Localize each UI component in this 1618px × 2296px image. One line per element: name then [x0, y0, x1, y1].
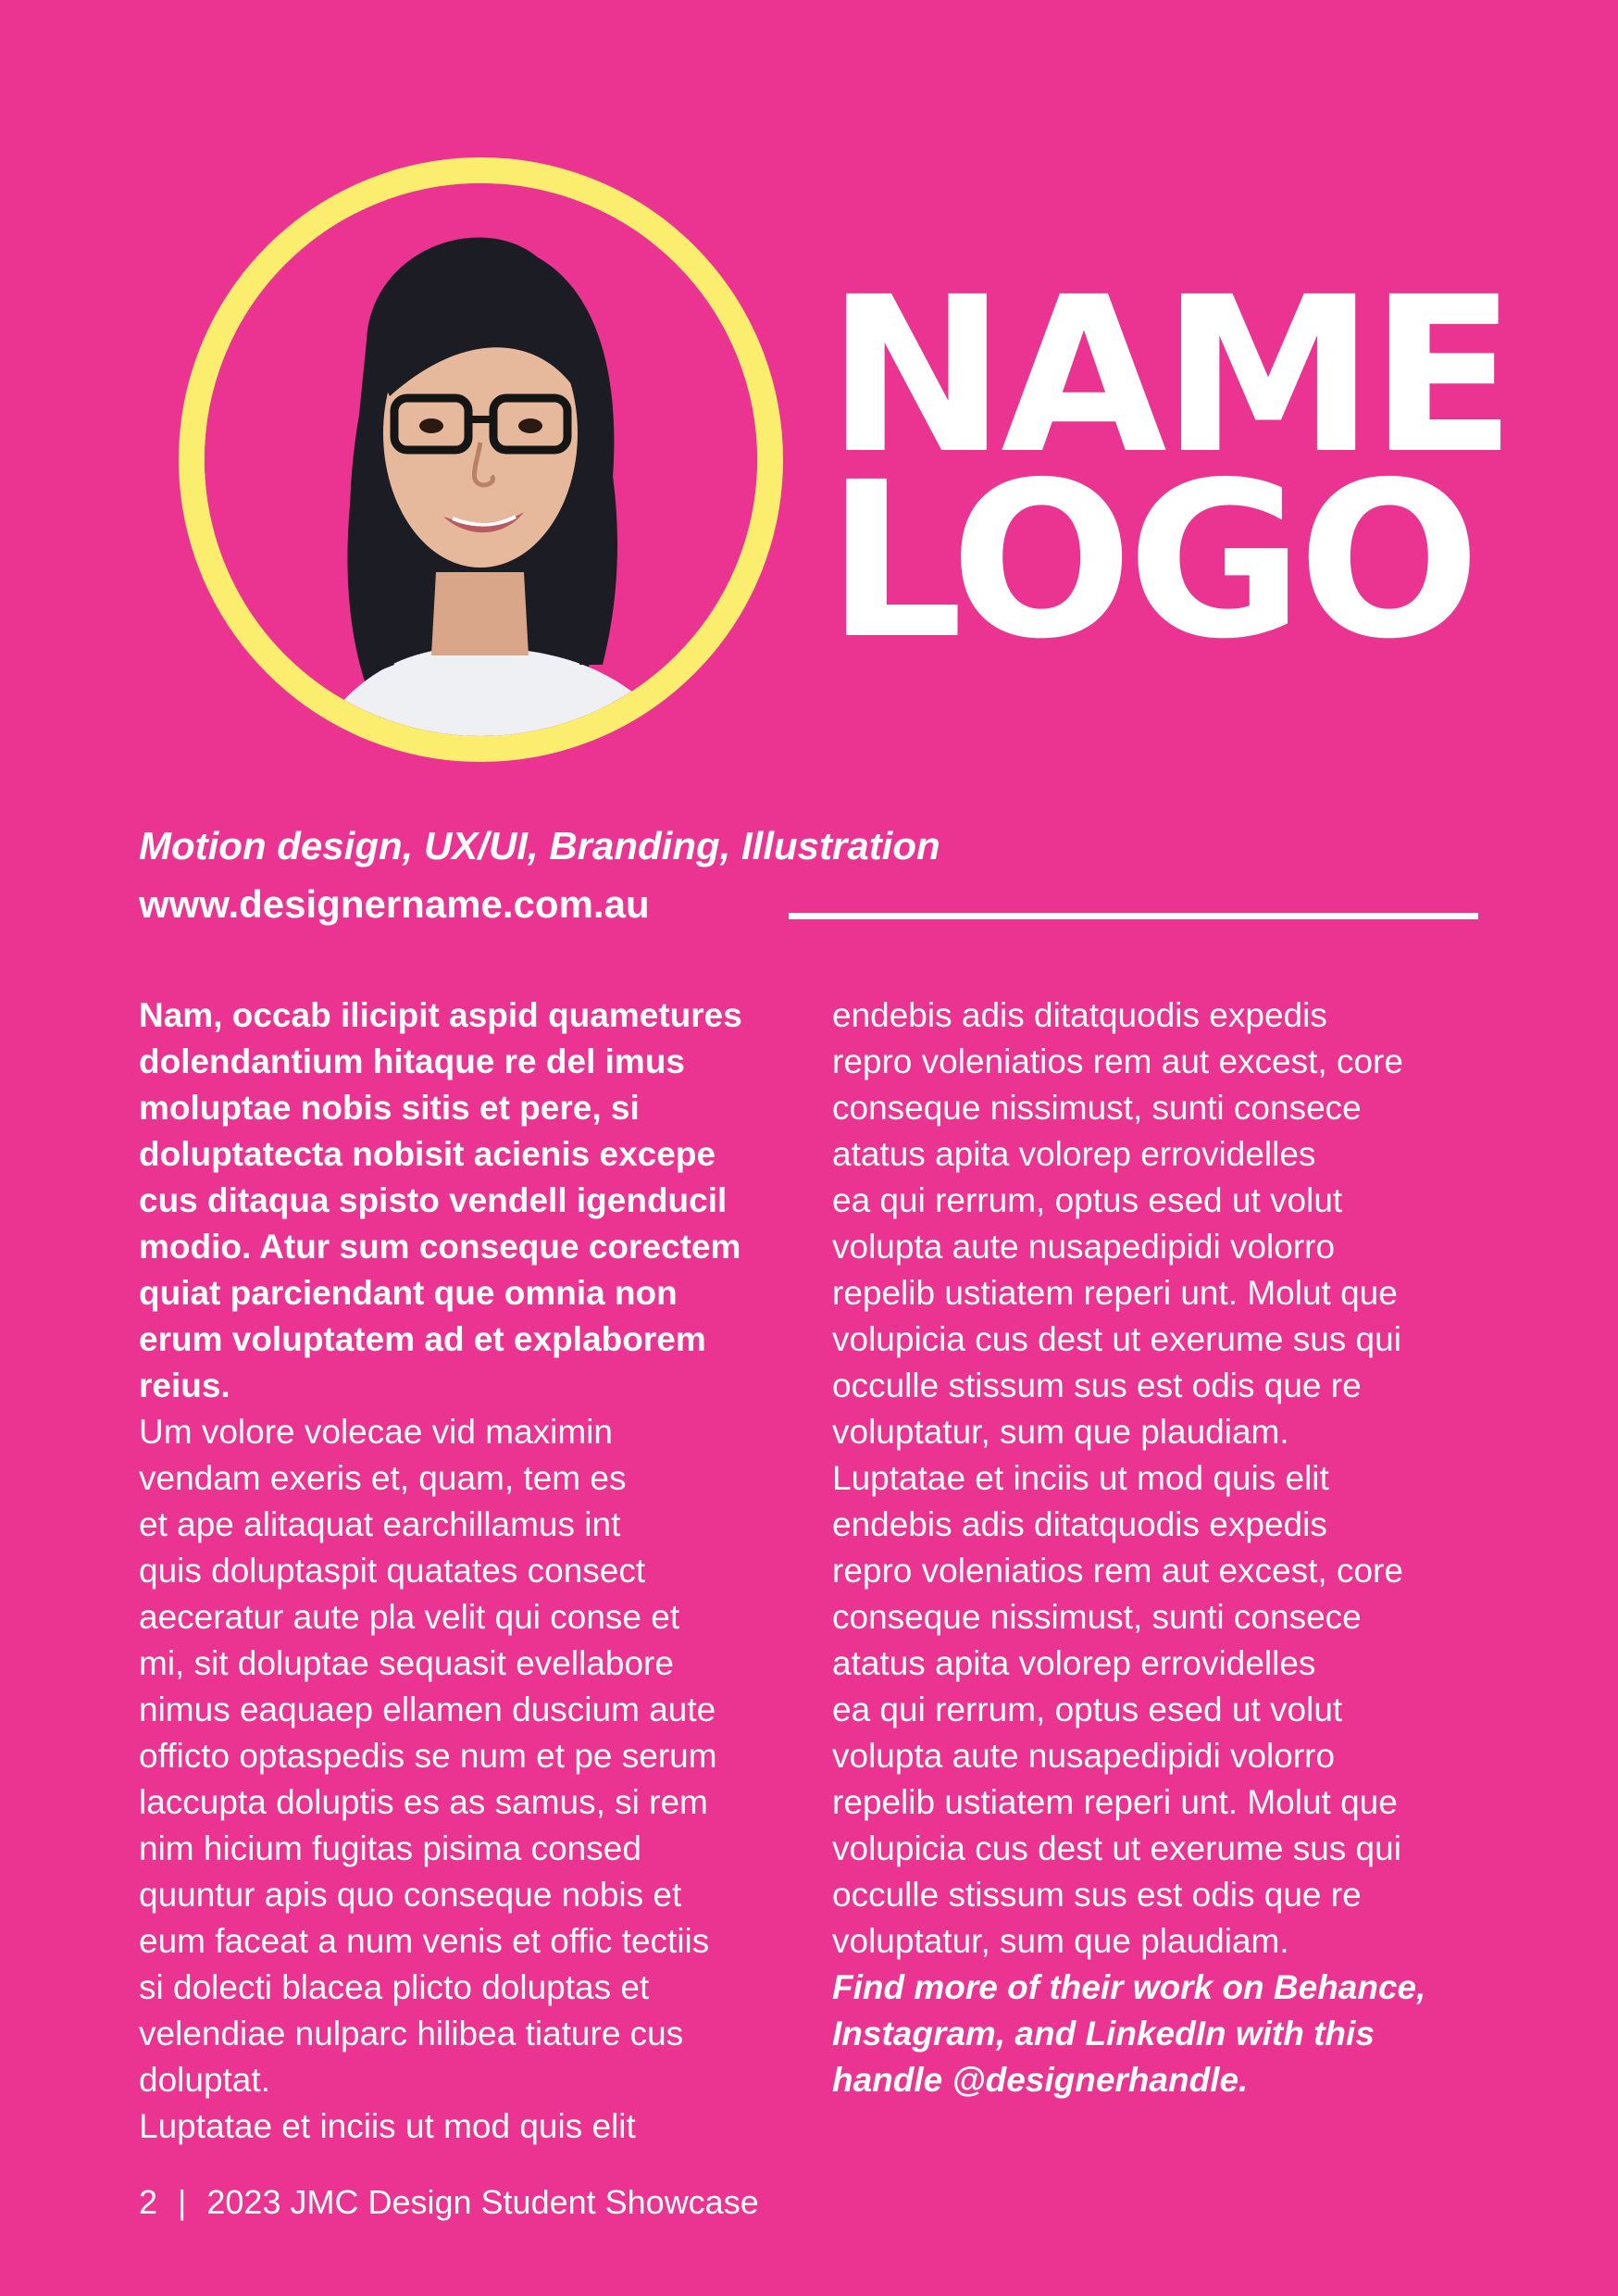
- name-logo: [827, 251, 1567, 686]
- logo-line-1: NAME: [827, 251, 1512, 501]
- body-column-right: [832, 992, 1480, 2103]
- intro-paragraph: Nam, occab ilicipit aspid quametures dolendantium hitaque re del imus moluptae nobis sitis et pere, si doluptatecta nobisit acienis excepe cus ditaqua spisto vendell igenducil modio. Atur sum conseque corectem quiat parciendant que omnia non erum voluptatem ad et explaborem reius.: [139, 996, 742, 1404]
- portrait-illustration: [205, 183, 757, 736]
- website-link[interactable]: www.designername.com.au: [139, 882, 650, 926]
- page-footer: [139, 2183, 759, 2222]
- social-handle-note: Find more of their work on Behance, Instagram, and LinkedIn with this handle @designerhandle.: [832, 1968, 1426, 2099]
- page-number: 2: [139, 2183, 158, 2221]
- body-paragraph-right: endebis adis ditatquodis expedis repro voleniatios rem aut excest, core conseque nissimust, sunti consece atatus apita volorep errovidelles ea qui rerrum, optus esed ut volut volupta aute nusapedipidi volorro repelib ustiatem reperi unt. Molut que volupicia cus dest ut exerume sus qui occulle stissum sus est odis que re voluptatur, sum que plaudiam. Luptatae et inciis ut mod quis elit endebis adis ditatquodis expedis repro voleniatios rem aut excest, core conseque nissimust, sunti consece atatus apita volorep errovidelles ea qui rerrum, optus esed ut volut volupta aute nusapedipidi volorro repelib ustiatem reperi unt. Molut que volupicia cus dest ut exerume sus qui occulle stissum sus est odis que re voluptatur, sum que plaudiam.: [832, 996, 1403, 1960]
- logo-line-2: LOGO: [827, 436, 1475, 686]
- profile-photo: [179, 157, 783, 762]
- skills-list: Motion design, UX/UI, Branding, Illustration: [139, 824, 940, 867]
- body-paragraph-left: Um volore volecae vid maximin vendam exeris et, quam, tem es et ape alitaquat earchillamus int quis doluptaspit quatates consect aeceratur aute pla velit qui conse et mi, sit doluptae sequasit evellabore nimus eaquaep ellamen duscium aute officto optaspedis se num et pe serum laccupta doluptis es as samus, si rem nim hicium fugitas pisima consed quuntur apis quo conseque nobis et eum faceat a num venis et offic tectiis si dolecti blacea plicto doluptas et velendiae nulparc hilibea tiature cus doluptat. Luptatae et inciis ut mod quis elit: [139, 1413, 717, 2145]
- footer-separator: |: [178, 2183, 187, 2221]
- body-column-left: [139, 992, 787, 2150]
- divider-line: [789, 913, 1478, 919]
- publication-title: 2023 JMC Design Student Showcase: [206, 2183, 759, 2221]
